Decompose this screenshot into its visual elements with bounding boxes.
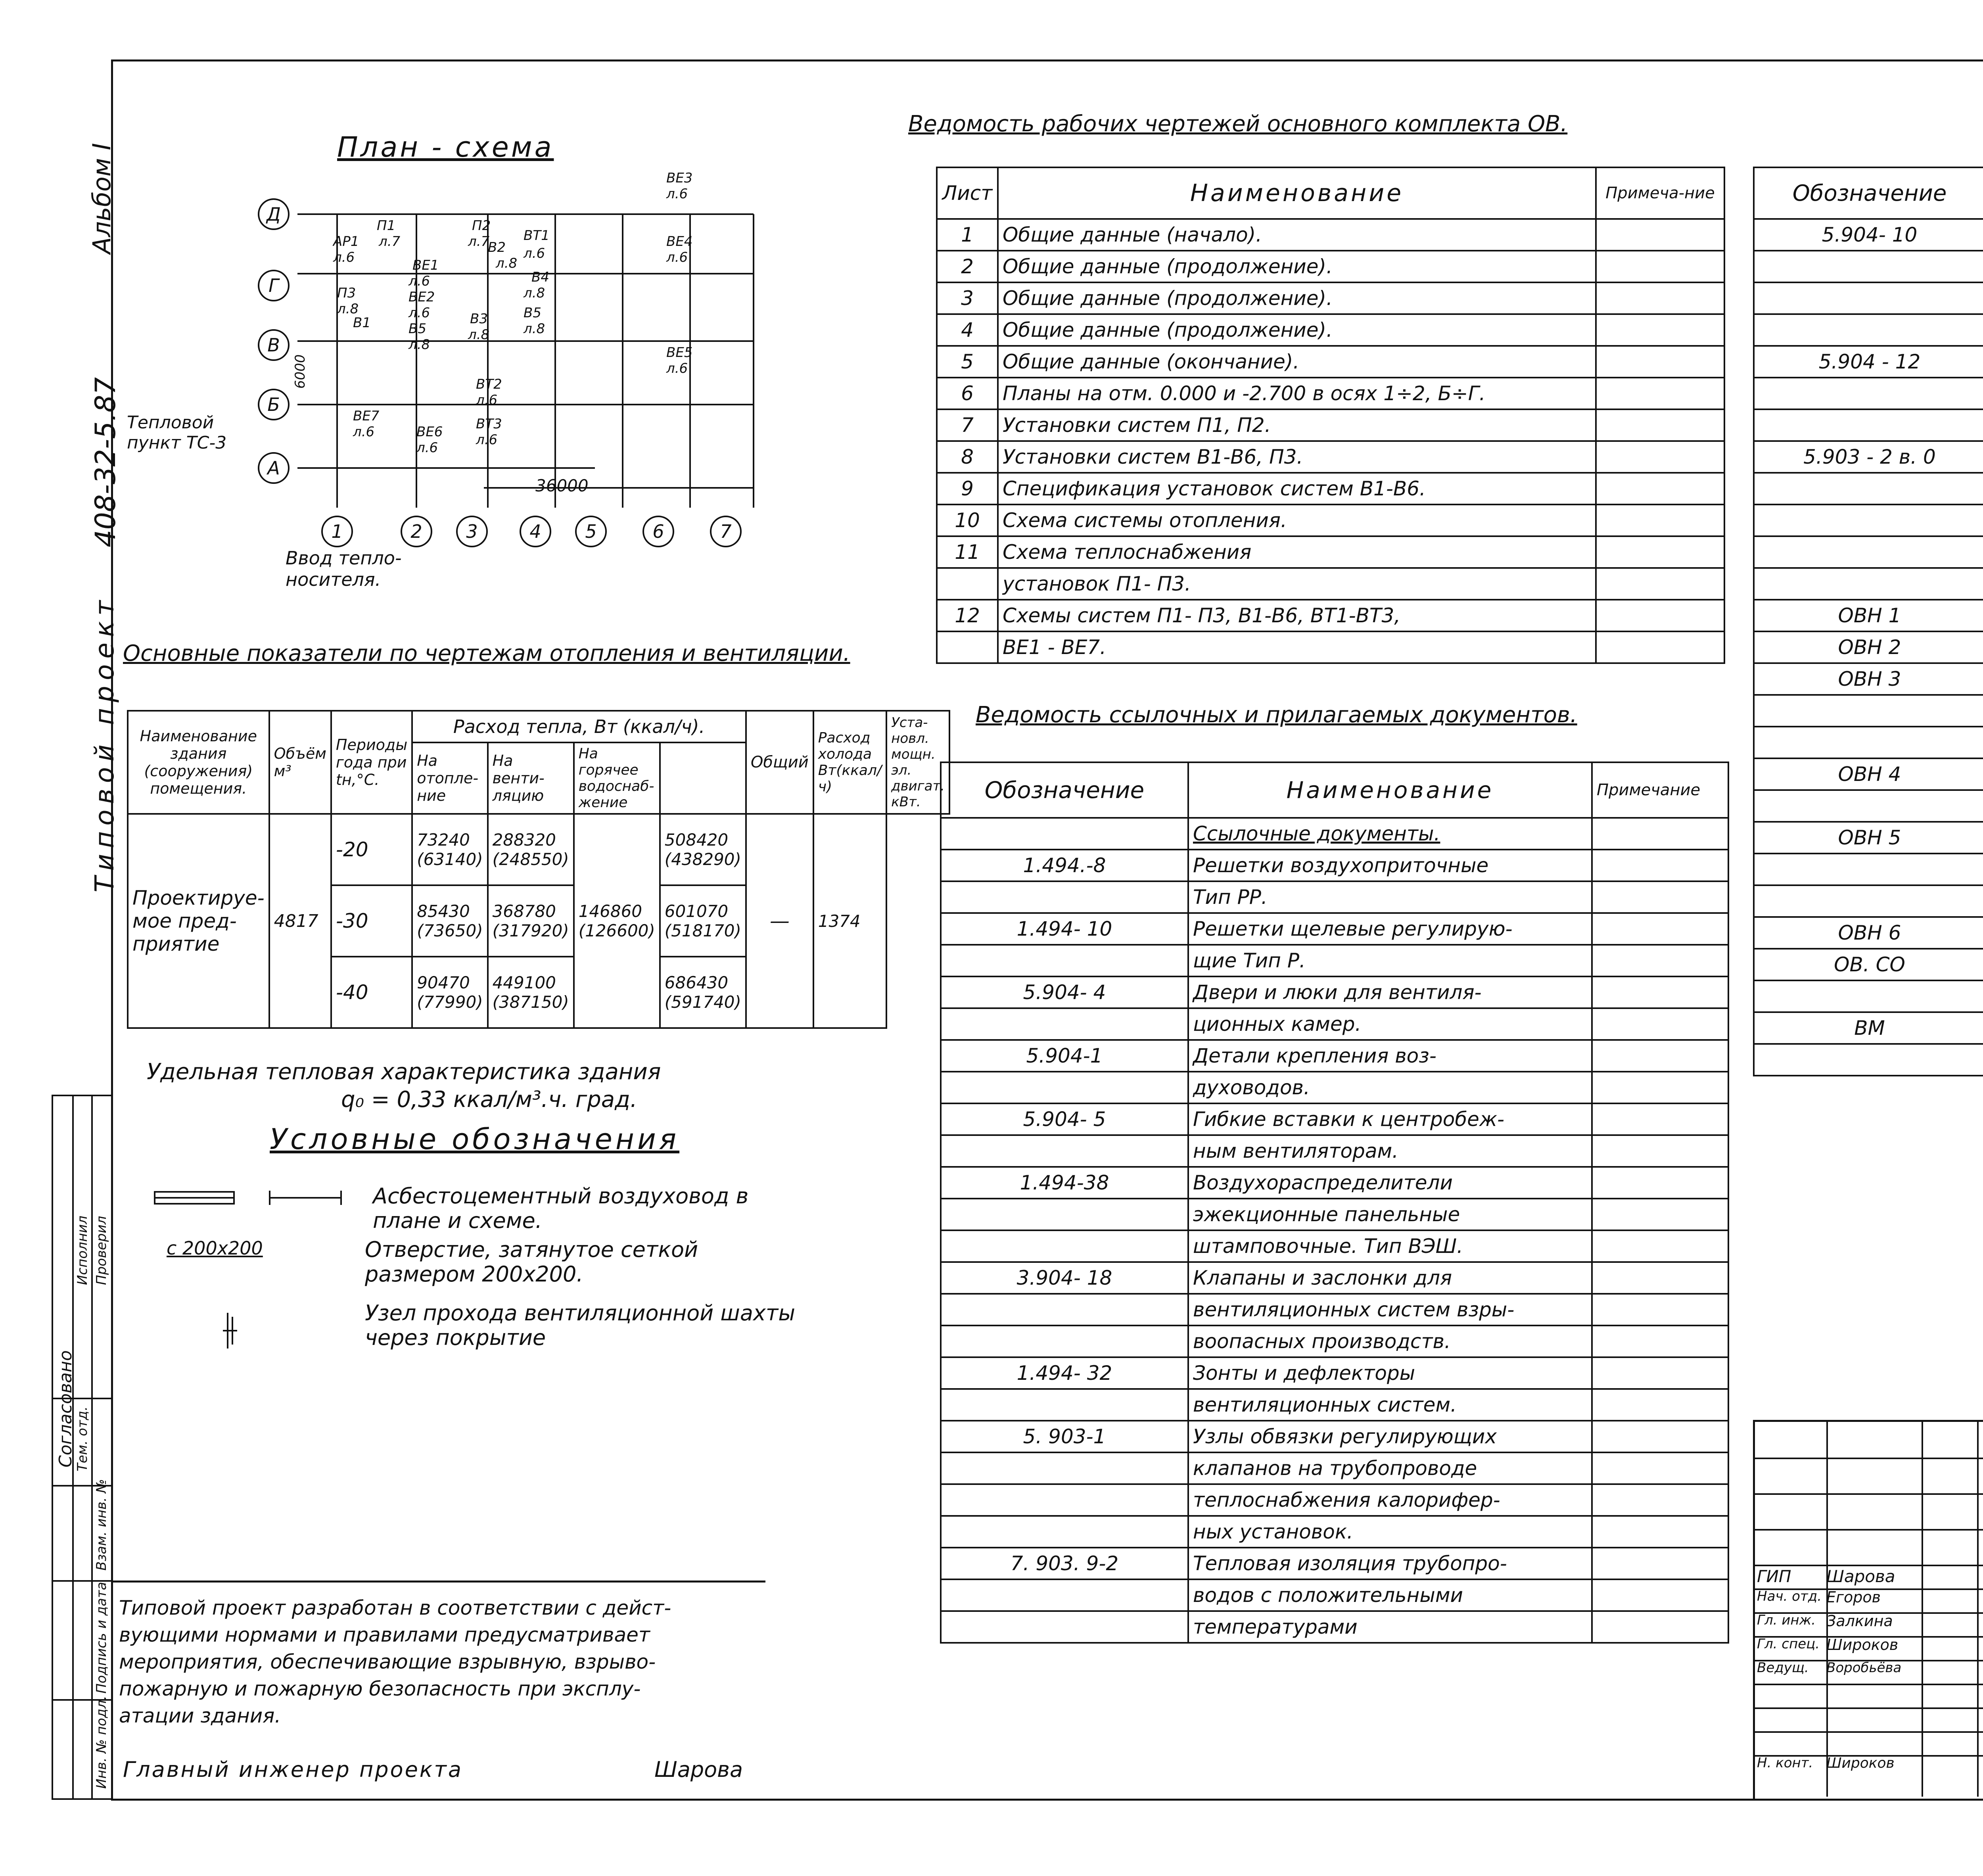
plan-dimension: 36000 [535,476,589,495]
note-line-5: атации здания. [119,1704,281,1727]
stamp-signature: Подпись и дата [94,1582,109,1694]
project-type: Типовой проект [89,595,120,892]
ref-row-name: ным вентиляторам. [1188,1135,1592,1167]
note-line-2: вующими нормами и правилами предусматривает [119,1623,650,1646]
ref-row-name: воопасных производств. [1188,1325,1592,1357]
ref-row-name: Ссылочные документы. [1188,818,1592,850]
svg-text:ВЕ1: ВЕ1 [412,257,439,273]
continuation-table [1753,167,1983,1076]
main-row-name: Общие данные (окончание). [998,346,1596,378]
stamp-agreed: Согласовано [56,1350,76,1467]
main-row-sheet: 9 [937,473,998,504]
ind-header-vent: На венти-ляцию [488,742,574,814]
svg-text:В2: В2 [488,240,506,255]
cont-row-code: 5.904 - 12 [1754,346,1983,378]
main-row-sheet: 10 [937,504,998,536]
main-row-sheet: 4 [937,314,998,346]
svg-text:л.8: л.8 [496,255,518,271]
ind-building: Проектируе-мое пред-приятие [128,814,269,1028]
svg-text:ВТ3: ВТ3 [476,416,502,432]
ref-row-name: духоводов. [1188,1072,1592,1103]
staff-role-4: Гл. спец. [1757,1636,1820,1652]
ind-hotwater: 146860 (126600) [574,814,660,1028]
ref-row-name: Гибкие вставки к центробеж- [1188,1103,1592,1135]
note-block [119,1594,773,1729]
ref-row-name: Детали крепления воз- [1188,1040,1592,1072]
axis-col-7: 7 [710,516,742,547]
axis-col-3: 3 [456,516,488,547]
ref-header-name: Наименование [1188,762,1592,818]
plan-title: План - схема [337,131,554,163]
ind-header-name: Наименование здания (сооружения) помещения. [128,711,269,814]
main-row-sheet: 6 [937,378,998,409]
ref-row-code [941,1516,1188,1548]
title-block [1753,1420,1983,1799]
main-row-name: Спецификация установок систем В1-В6. [998,473,1596,504]
ref-row-name: Воздухораспределители [1188,1167,1592,1199]
cont-row-code: 5.904- 10 [1754,219,1983,251]
cont-row-code [1754,251,1983,282]
ref-row-code [941,1325,1188,1357]
ind-row3-vent: 449100 (387150) [488,957,574,1028]
svg-text:П2: П2 [472,218,491,234]
staff-role-3: Гл. инж. [1757,1612,1816,1628]
stamp-dept: Тем. отд. [75,1406,90,1471]
cont-row-code: 5.903 - 2 в. 0 [1754,441,1983,473]
indicators-table [127,710,950,1029]
ref-list-title: Ведомость ссылочных и прилагаемых документов. [976,702,1577,728]
cont-row-code: ОВН 4 [1754,758,1983,790]
main-list-title: Ведомость рабочих чертежей основного комплекта ОВ. [908,111,1568,137]
main-row-sheet: 11 [937,536,998,568]
svg-text:В4: В4 [531,269,549,285]
svg-text:л.6: л.6 [353,424,375,440]
ref-row-name: ных установок. [1188,1516,1592,1548]
ind-header-hotwater: На горячее водоснаб-жение [574,742,660,814]
main-header-sheet: Лист [937,167,998,219]
ind-row1-vent: 288320 (248550) [488,814,574,885]
staff-role-5: Ведущ. [1757,1660,1809,1676]
axis-row-v: В [258,329,290,361]
svg-text:В5: В5 [408,321,426,337]
ind-row1-heating: 73240 (63140) [412,814,487,885]
main-row-sheet: 5 [937,346,998,378]
axis-row-a: А [258,452,290,484]
ref-row-code: 5. 903-1 [941,1421,1188,1452]
cont-row-code: ОВН 1 [1754,600,1983,631]
ref-row-name: теплоснабжения калорифер- [1188,1484,1592,1516]
ind-cold: — [746,814,813,1028]
svg-text:л.6: л.6 [666,186,688,202]
svg-text:л.6: л.6 [666,249,688,265]
ref-row-code [941,1294,1188,1325]
ref-row-name: Клапаны и заслонки для [1188,1262,1592,1294]
ref-row-name: Зонты и дефлекторы [1188,1357,1592,1389]
svg-text:6000: 6000 [292,354,308,389]
svg-text:л.8: л.8 [524,321,545,337]
ref-row-code: 5.904- 4 [941,976,1188,1008]
svg-text:л.6: л.6 [408,273,430,289]
cont-row-code [1754,282,1983,314]
cont-row-code [1754,980,1983,1012]
ind-row3-period: -40 [331,957,412,1028]
main-row-name: Общие данные (продолжение). [998,282,1596,314]
axis-row-d: Д [258,198,290,230]
axis-row-b: Б [258,389,290,420]
heat-point-label: Тепловой пункт ТС-3 [127,412,227,453]
shaft-symbol [222,1313,238,1348]
main-row-sheet: 12 [937,600,998,631]
svg-text:л.6: л.6 [524,246,545,261]
staff-name-1: Шарова [1826,1567,1895,1586]
ind-header-power: Уста-новл. мощн. эл. двигат. кВт. [886,711,949,814]
svg-text:В1: В1 [353,315,371,331]
svg-text:л.6: л.6 [416,440,438,456]
svg-text:ВЕ6: ВЕ6 [416,424,443,440]
axis-col-1: 1 [321,516,353,547]
ref-row-name: Тип РР. [1188,881,1592,913]
cont-row-code [1754,568,1983,600]
ind-header-total: Общий [746,711,813,814]
ind-row3-heating: 90470 (77990) [412,957,487,1028]
main-row-name: Установки систем В1-В6, П3. [998,441,1596,473]
ind-power: 1374 [813,814,886,1028]
axis-col-2: 2 [401,516,432,547]
stamp-checked: Проверил [94,1216,109,1285]
staff-role-7: Н. конт. [1757,1755,1813,1771]
cont-row-code [1754,727,1983,758]
ref-row-code: 1.494-38 [941,1167,1188,1199]
ref-list-table [940,762,1729,1644]
svg-text:В3: В3 [470,311,488,327]
ref-row-code [941,945,1188,976]
main-row-name: Схема системы отопления. [998,504,1596,536]
ref-row-code: 1.494.-8 [941,850,1188,881]
main-row-name: Планы на отм. 0.000 и -2.700 в осях 1÷2, Б÷Г. [998,378,1596,409]
main-row-name: Общие данные (начало). [998,219,1596,251]
duct-symbol [151,1186,349,1210]
staff-role-1: ГИП [1757,1567,1791,1586]
ref-row-code [941,1008,1188,1040]
ref-row-code: 5.904- 5 [941,1103,1188,1135]
main-row-name: Схемы систем П1- П3, В1-В6, ВТ1-ВТ3, [998,600,1596,631]
svg-text:л.6: л.6 [408,305,430,321]
ref-row-code [941,818,1188,850]
ref-row-name: Тепловая изоляция трубопро- [1188,1548,1592,1579]
ref-row-name: Узлы обвязки регулирующих [1188,1421,1592,1452]
note-line-1: Типовой проект разработан в соответствии с дейст- [119,1596,671,1619]
main-row-sheet [937,631,998,663]
cont-row-code [1754,1044,1983,1076]
svg-text:В5: В5 [524,305,541,321]
ref-header-note: Примечание [1592,762,1728,818]
axis-row-g: Г [258,270,290,301]
legend-item-3: Узел прохода вентиляционной шахты через покрытие [365,1301,795,1350]
cont-row-code [1754,536,1983,568]
svg-text:ВЕ5: ВЕ5 [666,345,693,361]
cont-row-code: ОВН 3 [1754,663,1983,695]
ref-row-name: эжекционные панельные [1188,1199,1592,1230]
ref-row-code [941,1611,1188,1643]
ref-row-code: 1.494- 10 [941,913,1188,945]
svg-text:ВЕ3: ВЕ3 [666,170,693,186]
stamp-author: Исполнил [75,1216,90,1285]
note-line-3: мероприятия, обеспечивающие взрывную, взрыво- [119,1650,656,1673]
cont-row-code: ОВ. СО [1754,949,1983,980]
ref-row-code [941,1199,1188,1230]
chief-engineer-label: Главный инженер проекта [123,1757,463,1782]
main-row-sheet: 3 [937,282,998,314]
project-code: 408-32-5.87 [89,377,122,547]
plan-scheme [238,167,793,603]
staff-name-7: Широков [1826,1755,1895,1771]
main-row-name: Установки систем П1, П2. [998,409,1596,441]
indicators-title: Основные показатели по чертежам отопления и вентиляции. [123,641,850,666]
cont-row-code: ВМ [1754,1012,1983,1044]
legend-item-1: Асбестоцементный воздуховод в плане и схеме. [373,1184,749,1233]
main-row-sheet [937,568,998,600]
cont-row-code [1754,473,1983,504]
svg-text:л.7: л.7 [468,234,490,249]
svg-text:л.8: л.8 [337,301,359,317]
cont-row-code [1754,695,1983,727]
staff-role-2: Нач. отд. [1757,1588,1822,1604]
ref-row-name: Двери и люки для вентиля- [1188,976,1592,1008]
album-label: Альбом I [87,143,116,254]
svg-text:л.6: л.6 [666,361,688,376]
svg-text:л.7: л.7 [379,234,401,249]
ind-row1-total: 508420 (438290) [660,814,746,885]
main-row-sheet: 2 [937,251,998,282]
ind-row1-period: -20 [331,814,412,885]
ind-row2-total: 601070 (518170) [660,885,746,957]
inlet-label: Ввод тепло-носителя. [286,547,402,590]
main-row-name: Общие данные (продолжение). [998,314,1596,346]
ind-row2-vent: 368780 (317920) [488,885,574,957]
ind-volume: 4817 [269,814,331,1028]
svg-text:л.8: л.8 [468,327,490,343]
ind-row2-heating: 85430 (73650) [412,885,487,957]
ref-row-code [941,1135,1188,1167]
svg-text:ВЕ7: ВЕ7 [353,408,380,424]
ind-row3-total: 686430 (591740) [660,957,746,1028]
ind-header-cold: Расход холода Вт(ккал/ч) [813,711,886,814]
ref-row-name: ционных камер. [1188,1008,1592,1040]
svg-text:л.8: л.8 [408,337,430,353]
ref-row-code [941,1072,1188,1103]
ref-row-name: вентиляционных систем взры- [1188,1294,1592,1325]
ind-header-heating: На отопле-ние [412,742,487,814]
chief-engineer-name: Шарова [654,1757,743,1782]
ind-header-period: Периоды года при tн,°С. [331,711,412,814]
note-rule [111,1581,765,1583]
legend-symbol-2: с 200х200 [167,1237,263,1259]
main-header-name: Наименование [998,167,1596,219]
ref-row-code [941,1389,1188,1421]
cont-row-code [1754,378,1983,409]
main-row-sheet: 8 [937,441,998,473]
svg-text:АР1: АР1 [333,234,359,249]
ref-row-code [941,881,1188,913]
svg-text:ВЕ4: ВЕ4 [666,234,693,249]
main-list-table [936,167,1725,664]
main-row-sheet: 1 [937,219,998,251]
stamp-replace: Взам. инв. № [94,1479,109,1571]
ref-row-code: 7. 903. 9-2 [941,1548,1188,1579]
ref-header-code: Обозначение [941,762,1188,818]
staff-name-2: Егоров [1826,1588,1881,1606]
ind-header-heat: Расход тепла, Вт (ккал/ч). [412,711,746,742]
cont-row-code [1754,854,1983,885]
cont-row-code [1754,885,1983,917]
main-header-note: Примеча-ние [1596,167,1724,219]
ind-header-volume: Объём м³ [269,711,331,814]
ref-row-name: вентиляционных систем. [1188,1389,1592,1421]
specific-char-2: q₀ = 0,33 ккал/м³.ч. град. [341,1087,637,1113]
ref-row-code: 1.494- 32 [941,1357,1188,1389]
cont-row-code [1754,504,1983,536]
staff-name-5: Воробьёва [1826,1660,1902,1676]
cont-row-code [1754,790,1983,822]
svg-text:ВТ2: ВТ2 [476,376,502,392]
ref-row-code [941,1484,1188,1516]
main-row-name: ВЕ1 - ВЕ7. [998,631,1596,663]
staff-name-3: Залкина [1826,1612,1893,1630]
staff-name-4: Широков [1826,1636,1899,1653]
legend-item-2: Отверстие, затянутое сеткой размером 200х200. [365,1237,698,1287]
svg-text:л.6: л.6 [476,432,498,448]
cont-row-code: ОВН 5 [1754,822,1983,854]
main-row-sheet: 7 [937,409,998,441]
main-row-name: Схема теплоснабжения [998,536,1596,568]
svg-text:П1: П1 [377,218,396,234]
svg-text:л.6: л.6 [333,249,355,265]
note-line-4: пожарную и пожарную безопасность при эксплу- [119,1677,641,1700]
stamp-inventory: Инв. № подл. [94,1696,109,1789]
ref-row-name: Решетки щелевые регулирую- [1188,913,1592,945]
ref-row-name: щие Тип Р. [1188,945,1592,976]
cont-header-code: Обозначение [1754,167,1983,219]
ind-row2-period: -30 [331,885,412,957]
legend-title: Условные обозначения [270,1122,680,1156]
ref-row-name: водов с положительными [1188,1579,1592,1611]
ref-row-code [941,1452,1188,1484]
main-row-name: установок П1- П3. [998,568,1596,600]
cont-row-code: ОВН 6 [1754,917,1983,949]
svg-text:л.6: л.6 [476,392,498,408]
svg-text:П3: П3 [337,285,356,301]
ref-row-code [941,1230,1188,1262]
svg-text:л.8: л.8 [524,285,545,301]
cont-row-code [1754,314,1983,346]
ref-row-name: клапанов на трубопроводе [1188,1452,1592,1484]
axis-col-4: 4 [520,516,551,547]
ref-row-name: штамповочные. Тип ВЭШ. [1188,1230,1592,1262]
ref-row-code: 3.904- 18 [941,1262,1188,1294]
cont-row-code: ОВН 2 [1754,631,1983,663]
ref-row-code [941,1579,1188,1611]
specific-char-1: Удельная тепловая характеристика здания [147,1059,661,1085]
axis-col-5: 5 [575,516,607,547]
cont-row-code [1754,409,1983,441]
svg-text:ВТ1: ВТ1 [524,228,550,244]
ref-row-name: температурами [1188,1611,1592,1643]
ref-row-code: 5.904-1 [941,1040,1188,1072]
axis-col-6: 6 [642,516,674,547]
svg-text:ВЕ2: ВЕ2 [408,289,435,305]
ref-row-name: Решетки воздухоприточные [1188,850,1592,881]
main-row-name: Общие данные (продолжение). [998,251,1596,282]
